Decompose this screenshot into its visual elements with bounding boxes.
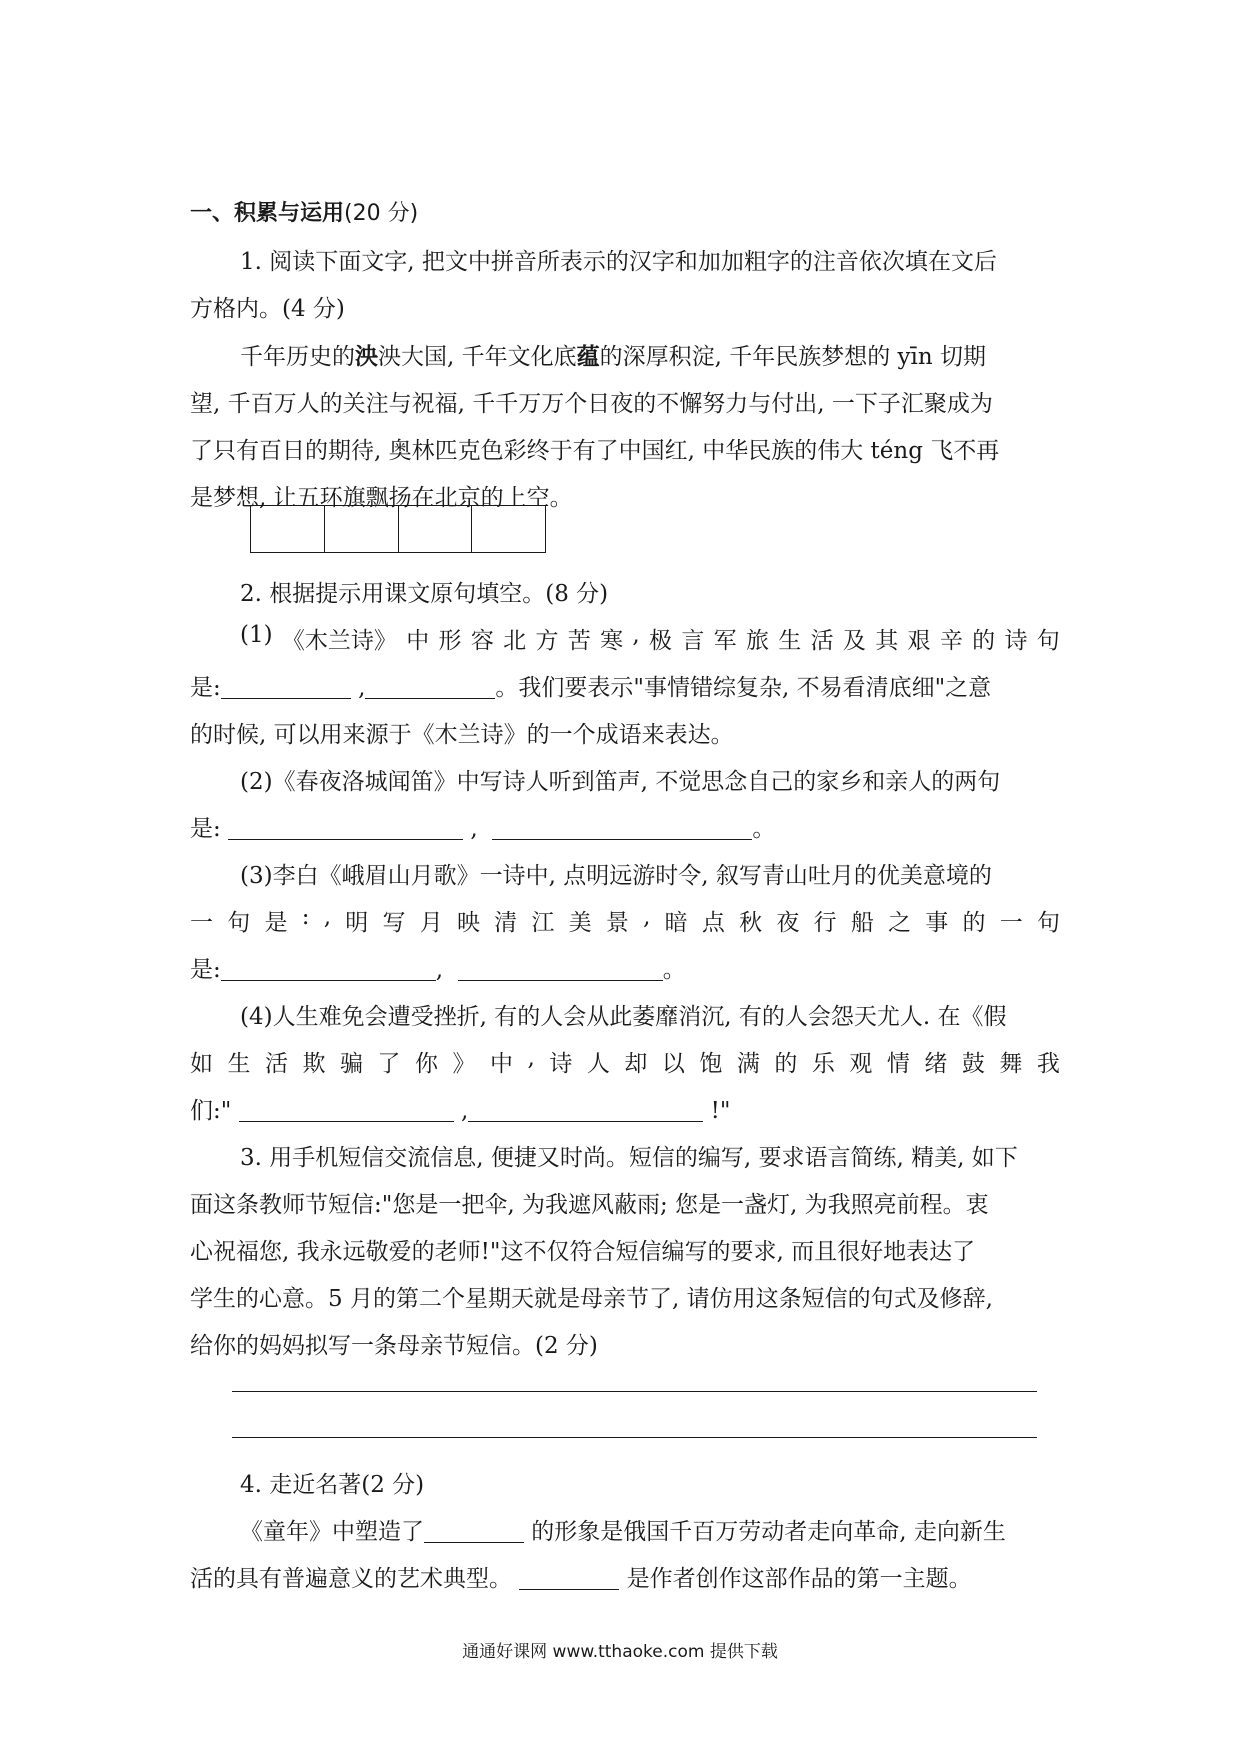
q3-line1: 3. 用手机短信交流信息, 便捷又时尚。短信的编写, 要求语言简练, 精美, 如下 (240, 1145, 1018, 1171)
line-text: !" (710, 1098, 731, 1124)
line-token: 活 (810, 628, 834, 654)
line-token: 辛 (939, 628, 963, 654)
line-token: 清 (494, 910, 518, 936)
q3-line5: 给你的妈妈拟写一条母亲节短信。(2 分) (190, 1333, 598, 1359)
line-text: 活的具有普遍意义的艺术典型。 (190, 1566, 512, 1592)
answer-cell[interactable] (251, 506, 325, 552)
line-token: 事 (925, 910, 949, 936)
q2-s1-line1 (240, 622, 1060, 655)
q3-line4: 学生的心意。5 月的第二个星期天就是母亲节了, 请仿用这条短信的句式及修辞, (190, 1286, 993, 1312)
line-token: 夜 (776, 910, 800, 936)
fill-blank[interactable] (468, 1099, 703, 1122)
line-token: 了 (377, 1051, 401, 1077)
line-token: 秋 (739, 910, 763, 936)
q2-s2-line1: (2)《春夜洛城闻笛》中写诗人听到笛声, 不觉思念自己的家乡和亲人的两句 (240, 769, 1001, 795)
line-token: 诗 (549, 1051, 573, 1077)
fill-blank[interactable] (365, 676, 495, 699)
line-token: 是 (264, 910, 288, 936)
q3-answer-line[interactable] (232, 1437, 1037, 1438)
line-token: 一 (190, 910, 213, 936)
q1-answer-grid[interactable] (250, 505, 546, 553)
fill-blank[interactable] (221, 958, 436, 981)
line-token: 欺 (302, 1051, 326, 1077)
line-token: 句 (1036, 628, 1060, 654)
line-text: 是作者创作这部作品的第一主题。 (619, 1566, 972, 1592)
line-text: , (470, 816, 478, 842)
fill-blank[interactable] (492, 817, 752, 840)
line-token: 方 (535, 628, 559, 654)
line-token: 骗 (340, 1051, 363, 1077)
line-token: 饱 (699, 1051, 723, 1077)
line-text: , (435, 957, 444, 983)
line-token: 美 (568, 910, 592, 936)
line-token: 人 (586, 1051, 610, 1077)
line-token: , (323, 904, 331, 930)
fill-blank[interactable] (519, 1567, 619, 1590)
line-token: 》 (452, 1051, 476, 1077)
line-token: 写 (382, 910, 406, 936)
q1-passage-line4: 是梦想, 让五环旗飘扬在北京的上空。 (190, 485, 573, 511)
line-token: 《木兰诗》 (281, 628, 397, 654)
line-token: 鼓 (961, 1051, 985, 1077)
line-token: 形 (438, 628, 462, 654)
line-text: 。我们要表示"事情错综复杂, 不易看清底细"之意 (495, 675, 992, 701)
line-text: , (358, 675, 366, 701)
line-token: 艰 (907, 628, 931, 654)
line-token: 寒 (600, 628, 624, 654)
section-title-text: 一、积累与运用 (190, 201, 345, 226)
line-token: 的 (774, 1051, 798, 1077)
line-token: 诗 (1004, 628, 1028, 654)
line-token: 绪 (924, 1051, 948, 1077)
q4-title: 4. 走近名著(2 分) (240, 1472, 425, 1498)
line-token: 月 (419, 910, 443, 936)
line-text: 是: (190, 957, 221, 983)
q3-line3: 心祝福您, 我永远敬爱的老师!"这不仅符合短信编写的要求, 而且很好地表达了 (190, 1239, 976, 1265)
q1-passage-line2: 望, 千百万人的关注与祝福, 千千万万个日夜的不懈努力与付出, 一下子汇聚成为 (190, 391, 993, 417)
line-token: 行 (813, 910, 837, 936)
line-token: 一 (999, 910, 1023, 936)
q2-s1-line2 (190, 669, 1060, 702)
q2-s2-line2 (190, 810, 1060, 843)
q1-passage-line1 (240, 338, 1060, 371)
line-token: 的 (962, 910, 986, 936)
line-token: 情 (886, 1051, 910, 1077)
line-token: 点 (701, 910, 725, 936)
line-token: 容 (470, 628, 494, 654)
q2-s4-line1: (4)人生难免会遭受挫折, 有的人会从此萎靡消沉, 有的人会怨天尤人. 在《假 (240, 1004, 1007, 1030)
q2-s3-line3 (190, 951, 1060, 984)
line-token: 你 (415, 1051, 438, 1077)
line-token: 及 (842, 628, 866, 654)
answer-cell[interactable] (399, 506, 473, 552)
line-token: 观 (849, 1051, 873, 1077)
q2-s3-line1: (3)李白《峨眉山月歌》一诗中, 点明远游时令, 叙写青山吐月的优美意境的 (240, 863, 992, 889)
line-token: 军 (713, 628, 737, 654)
q2-title: 2. 根据提示用课文原句填空。(8 分) (240, 581, 609, 607)
q1-bold-char-1: 泱 (355, 343, 378, 370)
line-token: 暗 (664, 910, 688, 936)
line-token: 旅 (745, 628, 769, 654)
q2-s4-line3 (190, 1092, 1060, 1125)
line-token: 句 (1037, 910, 1060, 936)
line-token: 言 (681, 628, 705, 654)
q3-line2: 面这条教师节短信:"您是一把伞, 为我遮风蔽雨; 您是一盏灯, 为我照亮前程。衷 (190, 1192, 989, 1218)
line-token: 映 (456, 910, 480, 936)
q1-passage-text: 千年历史的 (240, 344, 355, 370)
line-token: 却 (624, 1051, 648, 1077)
line-token: (1) (240, 622, 273, 648)
q4-line1 (240, 1513, 1060, 1546)
line-text: 。 (662, 957, 686, 983)
line-token: 如 (190, 1051, 213, 1077)
answer-cell[interactable] (472, 506, 545, 552)
line-text: 《童年》中塑造了 (240, 1519, 424, 1545)
line-token: 其 (875, 628, 899, 654)
line-token: 苦 (567, 628, 591, 654)
line-text: 是: (190, 816, 221, 842)
q2-s4-line2 (190, 1045, 1060, 1078)
line-token: 生 (778, 628, 802, 654)
q1-passage-text: 泱大国, 千年文化底 (378, 344, 577, 370)
line-token: 之 (888, 910, 912, 936)
q1-instruction-line1: 1. 阅读下面文字, 把文中拼音所表示的汉字和加加粗字的注音依次填在文后 (240, 249, 997, 275)
fill-blank[interactable] (239, 1099, 454, 1122)
q2-s3-line2 (190, 904, 1060, 937)
line-token: 中 (406, 628, 430, 654)
line-token: 满 (736, 1051, 760, 1077)
q4-line2 (190, 1560, 1060, 1593)
fill-blank[interactable] (221, 676, 351, 699)
line-token: 我 (1036, 1051, 1060, 1077)
line-token: 景 (605, 910, 629, 936)
line-token: , (643, 904, 651, 930)
line-token: 活 (265, 1051, 288, 1077)
line-token: 以 (661, 1051, 685, 1077)
line-token: , (632, 622, 640, 648)
section-heading (190, 196, 418, 227)
q1-passage-text: 的深厚积淀, 千年民族梦想的 yīn 切期 (599, 344, 987, 370)
fill-blank[interactable] (458, 958, 663, 981)
line-text: 们:" (190, 1098, 232, 1124)
q3-answer-line[interactable] (232, 1391, 1037, 1392)
q2-s1-line3: 的时候, 可以用来源于《木兰诗》的一个成语来表达。 (190, 722, 734, 748)
line-token: 乐 (811, 1051, 835, 1077)
line-token: 船 (850, 910, 874, 936)
line-token: 北 (503, 628, 527, 654)
line-token: 舞 (999, 1051, 1023, 1077)
q1-bold-char-2: 蕴 (576, 343, 600, 370)
line-token: 极 (649, 628, 673, 654)
fill-blank[interactable] (424, 1520, 524, 1543)
line-token: 明 (345, 910, 369, 936)
page-footer: 通通好课网 www.tthaoke.com 提供下载 (462, 1642, 778, 1662)
line-text: 的形象是俄国千百万劳动者走向革命, 走向新生 (524, 1519, 1006, 1545)
answer-cell[interactable] (325, 506, 399, 552)
line-token: 句 (227, 910, 251, 936)
section-score: (20 分) (344, 201, 419, 226)
fill-blank[interactable] (228, 817, 463, 840)
line-token: : (301, 904, 310, 930)
line-token: 生 (227, 1051, 251, 1077)
line-text: 是: (190, 675, 221, 701)
line-token: 中 (490, 1051, 513, 1077)
line-text: , (460, 1098, 469, 1124)
line-token: 江 (531, 910, 555, 936)
line-token: 的 (972, 628, 996, 654)
line-text: 。 (752, 816, 776, 842)
line-token: , (527, 1045, 535, 1071)
q1-instruction-line2: 方格内。(4 分) (190, 296, 345, 322)
q1-passage-line3: 了只有百日的期待, 奥林匹克色彩终于有了中国红, 中华民族的伟大 téng 飞不再 (190, 438, 1000, 464)
